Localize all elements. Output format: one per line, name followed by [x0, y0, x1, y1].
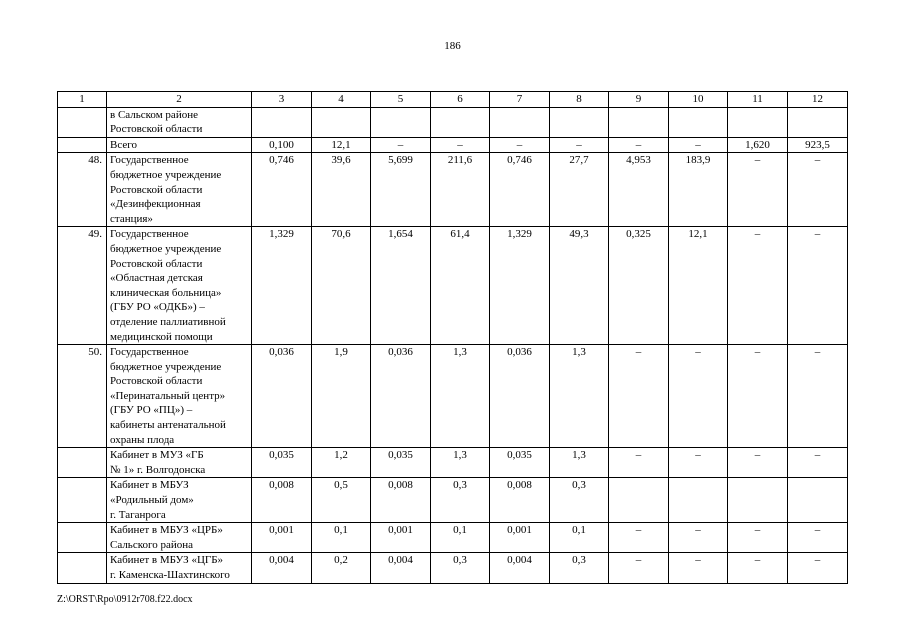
value-cell: 0,035	[490, 448, 550, 478]
value-cell: 1,2	[312, 448, 371, 478]
value-cell	[609, 107, 669, 137]
value-cell: –	[788, 523, 848, 553]
value-cell: –	[788, 448, 848, 478]
data-table	[57, 91, 848, 584]
table-row	[58, 137, 848, 153]
value-cell: 61,4	[431, 227, 490, 345]
value-cell: –	[788, 227, 848, 345]
header-cell: 9	[609, 92, 669, 108]
name-cell: в Сальском районе Ростовской области	[107, 107, 252, 137]
value-cell: 1,9	[312, 345, 371, 448]
value-cell: 0,3	[550, 478, 609, 523]
value-cell	[609, 478, 669, 523]
row-number-cell	[58, 478, 107, 523]
value-cell: 12,1	[312, 137, 371, 153]
value-cell: 0,008	[371, 478, 431, 523]
value-cell	[252, 107, 312, 137]
value-cell: 39,6	[312, 153, 371, 227]
table-row	[58, 448, 848, 478]
value-cell	[490, 107, 550, 137]
value-cell: –	[609, 137, 669, 153]
value-cell: 0,746	[490, 153, 550, 227]
value-cell: 0,3	[550, 553, 609, 583]
name-cell: Кабинет в МБУЗ «ЦРБ» Сальского района	[107, 523, 252, 553]
value-cell: 1,329	[252, 227, 312, 345]
value-cell	[728, 478, 788, 523]
header-cell: 3	[252, 92, 312, 108]
name-cell: Кабинет в МУЗ «ГБ № 1» г. Волгодонска	[107, 448, 252, 478]
row-number-cell	[58, 107, 107, 137]
value-cell: –	[728, 448, 788, 478]
name-cell: Государственное бюджетное учреждение Ростовской области «Дезинфекционная станция»	[107, 153, 252, 227]
value-cell: –	[728, 153, 788, 227]
value-cell: 5,699	[371, 153, 431, 227]
value-cell	[431, 107, 490, 137]
value-cell: 0,325	[609, 227, 669, 345]
value-cell: –	[728, 227, 788, 345]
value-cell: –	[609, 345, 669, 448]
value-cell: 0,035	[252, 448, 312, 478]
name-cell: Кабинет в МБУЗ «Родильный дом» г. Таганрога	[107, 478, 252, 523]
value-cell: –	[669, 553, 728, 583]
value-cell	[669, 107, 728, 137]
value-cell: 0,1	[550, 523, 609, 553]
value-cell: 0,004	[371, 553, 431, 583]
value-cell: 1,3	[431, 345, 490, 448]
row-number-cell	[58, 137, 107, 153]
value-cell: –	[728, 345, 788, 448]
value-cell: 0,746	[252, 153, 312, 227]
value-cell: –	[669, 345, 728, 448]
page-number: 186	[444, 40, 461, 52]
value-cell: –	[669, 137, 728, 153]
value-cell: –	[609, 448, 669, 478]
header-cell: 7	[490, 92, 550, 108]
value-cell: 0,001	[252, 523, 312, 553]
header-cell: 4	[312, 92, 371, 108]
value-cell: 0,5	[312, 478, 371, 523]
value-cell: –	[788, 553, 848, 583]
value-cell: –	[728, 523, 788, 553]
row-number-cell	[58, 553, 107, 583]
header-cell: 1	[58, 92, 107, 108]
header-cell: 11	[728, 92, 788, 108]
value-cell: –	[788, 345, 848, 448]
value-cell: 211,6	[431, 153, 490, 227]
header-row	[58, 92, 848, 108]
value-cell: 0,004	[252, 553, 312, 583]
value-cell	[371, 107, 431, 137]
value-cell: 0,008	[490, 478, 550, 523]
table-row	[58, 478, 848, 523]
value-cell: –	[371, 137, 431, 153]
value-cell: 27,7	[550, 153, 609, 227]
row-number-cell: 50.	[58, 345, 107, 448]
value-cell	[312, 107, 371, 137]
value-cell: 0,2	[312, 553, 371, 583]
value-cell: –	[609, 553, 669, 583]
value-cell: 4,953	[609, 153, 669, 227]
row-number-cell	[58, 523, 107, 553]
value-cell: 0,036	[371, 345, 431, 448]
value-cell: 0,035	[371, 448, 431, 478]
value-cell: –	[728, 553, 788, 583]
value-cell: –	[490, 137, 550, 153]
value-cell: 1,3	[550, 345, 609, 448]
table-row	[58, 153, 848, 227]
value-cell: 0,1	[312, 523, 371, 553]
header-cell: 8	[550, 92, 609, 108]
file-path-footer: Z:\ORST\Rpo\0912r708.f22.docx	[57, 594, 193, 605]
name-cell: Кабинет в МБУЗ «ЦГБ» г. Каменска-Шахтинского	[107, 553, 252, 583]
value-cell	[669, 478, 728, 523]
value-cell	[728, 107, 788, 137]
table-body	[58, 107, 848, 583]
value-cell: 183,9	[669, 153, 728, 227]
table-row	[58, 227, 848, 345]
value-cell: 0,001	[371, 523, 431, 553]
name-cell: Всего	[107, 137, 252, 153]
value-cell: 1,620	[728, 137, 788, 153]
value-cell: –	[609, 523, 669, 553]
header-cell: 6	[431, 92, 490, 108]
value-cell: –	[669, 523, 728, 553]
value-cell	[550, 107, 609, 137]
table-row	[58, 345, 848, 448]
table-row	[58, 523, 848, 553]
value-cell: 1,3	[431, 448, 490, 478]
value-cell: 0,1	[431, 523, 490, 553]
value-cell: 49,3	[550, 227, 609, 345]
value-cell: 0,3	[431, 478, 490, 523]
value-cell: –	[788, 153, 848, 227]
header-cell: 10	[669, 92, 728, 108]
value-cell: 0,004	[490, 553, 550, 583]
table-row	[58, 553, 848, 583]
value-cell: 923,5	[788, 137, 848, 153]
value-cell	[788, 107, 848, 137]
value-cell: –	[431, 137, 490, 153]
row-number-cell: 49.	[58, 227, 107, 345]
row-number-cell: 48.	[58, 153, 107, 227]
value-cell: 0,3	[431, 553, 490, 583]
header-cell: 2	[107, 92, 252, 108]
value-cell: 0,008	[252, 478, 312, 523]
value-cell: 0,001	[490, 523, 550, 553]
value-cell	[788, 478, 848, 523]
value-cell: 1,329	[490, 227, 550, 345]
value-cell: –	[669, 448, 728, 478]
header-cell: 12	[788, 92, 848, 108]
value-cell: 12,1	[669, 227, 728, 345]
value-cell: 0,036	[490, 345, 550, 448]
value-cell: 1,3	[550, 448, 609, 478]
header-cell: 5	[371, 92, 431, 108]
name-cell: Государственное бюджетное учреждение Ростовской области «Областная детская клиническая больница» (ГБУ РО «ОДКБ») – отделение паллиативной медицинской помощи	[107, 227, 252, 345]
value-cell: 1,654	[371, 227, 431, 345]
row-number-cell	[58, 448, 107, 478]
value-cell: 0,100	[252, 137, 312, 153]
name-cell: Государственное бюджетное учреждение Ростовской области «Перинатальный центр» (ГБУ РО «ПЦ») – кабинеты антенатальной охраны плода	[107, 345, 252, 448]
value-cell: –	[550, 137, 609, 153]
table-row	[58, 107, 848, 137]
value-cell: 0,036	[252, 345, 312, 448]
value-cell: 70,6	[312, 227, 371, 345]
